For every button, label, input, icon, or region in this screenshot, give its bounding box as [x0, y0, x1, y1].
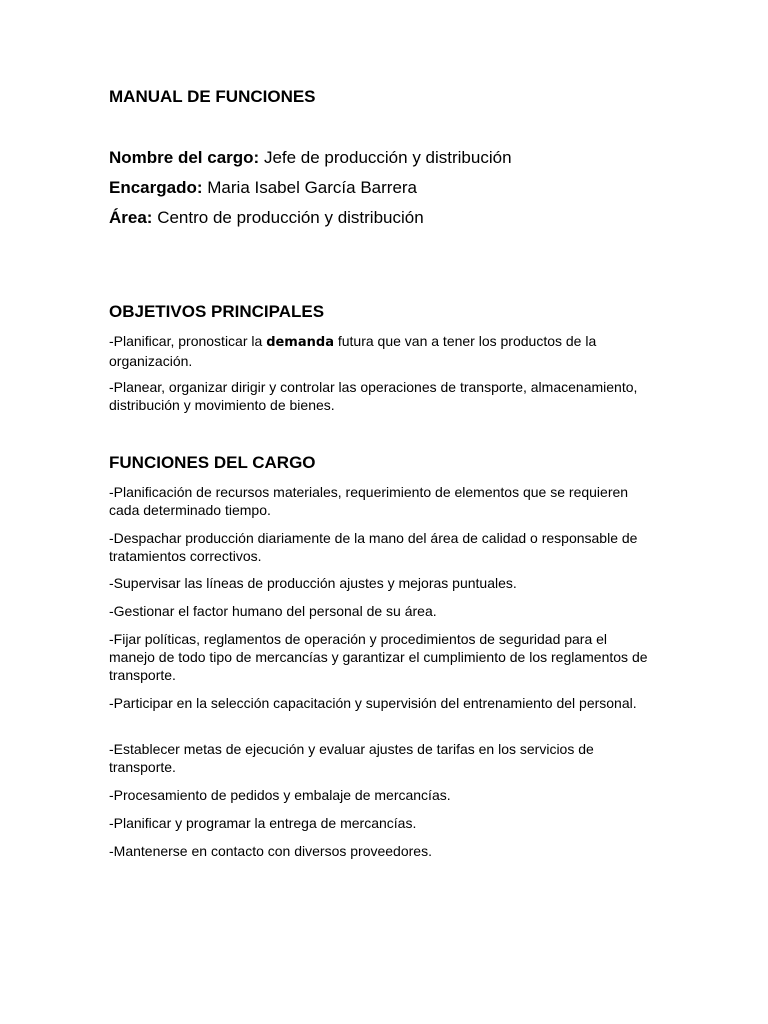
funcion-item: -Gestionar el factor humano del personal de su área. — [109, 603, 437, 619]
funcion-item: -Establecer metas de ejecución y evaluar ajustes de tarifas en los servicios de transporte. — [109, 741, 594, 775]
field-encargado-value: Maria Isabel García Barrera — [207, 178, 418, 197]
funcion-item: -Mantenerse en contacto con diversos proveedores. — [109, 843, 432, 859]
objetivo-item-1-after: futura que van a tener los productos de la organización. — [109, 333, 597, 369]
field-cargo — [109, 148, 512, 168]
field-cargo-label: Nombre del cargo: — [109, 148, 260, 167]
funciones-heading: FUNCIONES DEL CARGO — [109, 453, 316, 472]
field-area — [109, 208, 424, 228]
funcion-item: -Planificar y programar la entrega de mercancías. — [109, 815, 417, 831]
objetivos-heading: OBJETIVOS PRINCIPALES — [109, 302, 325, 321]
objetivo-item-1-before: -Planificar, pronosticar la — [109, 333, 267, 349]
field-area-value: Centro de producción y distribución — [157, 208, 424, 227]
funcion-item: -Procesamiento de pedidos y embalaje de mercancías. — [109, 787, 451, 803]
objetivo-item-1 — [109, 332, 654, 370]
field-encargado — [109, 178, 417, 198]
field-cargo-value: Jefe de producción y distribución — [263, 148, 512, 167]
funcion-item: -Despachar producción diariamente de la mano del área de calidad o responsable de tratamientos correctivos. — [109, 530, 638, 564]
document-title: MANUAL DE FUNCIONES — [109, 87, 316, 106]
objetivo-item-2: -Planear, organizar dirigir y controlar las operaciones de transporte, almacenamiento, distribución y movimiento de bienes. — [109, 379, 638, 413]
funcion-item: -Fijar políticas, reglamentos de operación y procedimientos de seguridad para el manejo de todo tipo de mercancías y garantizar el cumplimiento de los reglamentos de transporte. — [109, 631, 648, 683]
funcion-item: -Planificación de recursos materiales, requerimiento de elementos que se requieren cada determinado tiempo. — [109, 484, 629, 518]
objetivo-item-1-bold: demanda — [266, 335, 334, 350]
field-area-label: Área: — [109, 208, 153, 227]
funcion-item: -Supervisar las líneas de producción ajustes y mejoras puntuales. — [109, 575, 517, 591]
field-encargado-label: Encargado: — [109, 178, 203, 197]
funcion-item: -Participar en la selección capacitación y supervisión del entrenamiento del personal. — [109, 695, 637, 711]
